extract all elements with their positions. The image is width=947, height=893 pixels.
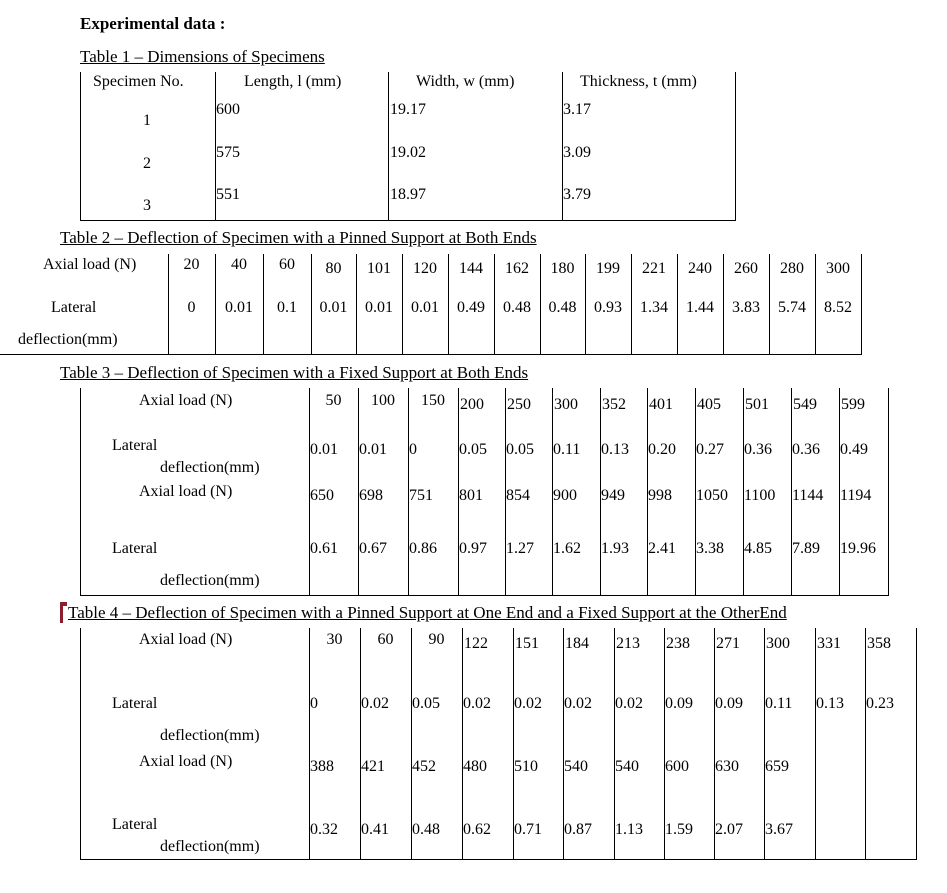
table3-load-cell: 1050: [696, 487, 728, 504]
table4-grid-line: [916, 628, 917, 859]
table3-deflection-cell: 0.05: [506, 441, 534, 458]
table3-deflection-cell: 0.36: [792, 441, 820, 458]
table3-deflection-cell: 0.13: [601, 441, 629, 458]
table2-deflection-cell: 0.01: [319, 299, 348, 316]
table3-load-cell: 1144: [792, 487, 824, 504]
table1-cell: 551: [216, 186, 240, 203]
table4-deflection-cell: 0.02: [463, 695, 491, 712]
table2-load-cell: 40: [231, 256, 247, 273]
table3-deflection-cell: 0.05: [459, 441, 487, 458]
table3-load-cell: 250: [507, 396, 531, 413]
table3-deflection-cell: 0.01: [359, 441, 387, 458]
table1-cell: 19.17: [390, 101, 426, 118]
table4-load-label: Axial load (N): [139, 631, 233, 648]
table3-load-cell: 50: [325, 392, 342, 409]
table1-cell: 18.97: [390, 186, 426, 203]
table1-header: Specimen No.: [93, 73, 184, 90]
table3-load-cell: 352: [602, 396, 626, 413]
table3-deflection-label: Lateral: [112, 437, 158, 454]
table2-deflection-cell: 3.83: [732, 299, 760, 316]
table1-cell: 1: [143, 112, 151, 129]
table4-deflection-cell: 0.02: [361, 695, 389, 712]
table1-cell: 575: [216, 144, 240, 161]
table2-load-cell: 60: [279, 256, 295, 273]
table4-load-cell: 510: [514, 758, 538, 775]
table3-deflection-cell: 0.36: [744, 441, 772, 458]
table3-caption: Table 3 – Deflection of Specimen with a Fixed Support at Both Ends: [60, 363, 529, 382]
table1-caption: Table 1 – Dimensions of Specimens: [80, 47, 325, 66]
table2-deflection-cell: 1.44: [686, 299, 714, 316]
table2-deflection-cell: 5.74: [778, 299, 806, 316]
table3-load-cell: 300: [554, 396, 578, 413]
table2-load-cell: 120: [413, 260, 437, 277]
table2-deflection-cell: 0.48: [548, 299, 577, 316]
table3-deflection-cell: 0.86: [409, 540, 437, 557]
table3-deflection-cell: 0.20: [648, 441, 676, 458]
table2-deflection-cell: 8.52: [824, 299, 852, 316]
table2-load-cell: 20: [183, 256, 200, 273]
table3-load-cell: 900: [553, 487, 577, 504]
table3-load-cell: 549: [793, 396, 817, 413]
table4-load-cell: 630: [715, 758, 739, 775]
table4-load-cell: 151: [515, 635, 539, 652]
table4-deflection-label: Lateral: [112, 695, 158, 712]
table2-load-cell: 101: [367, 260, 391, 277]
table4-grid-line: [815, 628, 816, 859]
table4-load-cell: 30: [326, 631, 343, 648]
table4-load-cell: 540: [564, 758, 588, 775]
table3-load-cell: 998: [648, 487, 672, 504]
table4-deflection-cell: 0.05: [412, 695, 440, 712]
table2-load-cell: 80: [325, 260, 342, 277]
table4-deflection-cell: 0.02: [514, 695, 542, 712]
table1-grid-line: [735, 72, 736, 220]
table1-header: Thickness, t (mm): [580, 73, 697, 90]
table1-cell: 3.79: [563, 186, 591, 203]
table4-deflection-cell: 0.41: [361, 821, 389, 838]
table3-load-cell: 405: [697, 396, 721, 413]
table4-load-cell: 271: [716, 635, 740, 652]
table3-load-cell: 650: [310, 487, 334, 504]
table4-load-cell: 659: [765, 758, 789, 775]
table4-load-cell: 358: [867, 635, 891, 652]
table2-load-cell: 300: [826, 260, 850, 277]
table3-grid-line: [888, 388, 889, 595]
table4-deflection-cell: 3.67: [765, 821, 793, 838]
table3-load-cell: 100: [371, 392, 395, 409]
table3-load-cell: 751: [409, 487, 433, 504]
table1-header: Length, l (mm): [244, 73, 342, 90]
table1-grid-line: [80, 220, 736, 221]
table3-deflection-label: deflection(mm): [160, 459, 260, 476]
table3-load-cell: 401: [649, 396, 673, 413]
table4-deflection-cell: 1.13: [615, 821, 643, 838]
table2-deflection-cell: 0.48: [503, 299, 531, 316]
table4-deflection-cell: 0.13: [816, 695, 844, 712]
table3-load-cell: 501: [745, 396, 769, 413]
table3-deflection-cell: 0.61: [310, 540, 338, 557]
table3-grid-line: [80, 388, 81, 595]
table4-load-cell: 331: [817, 635, 841, 652]
table4-deflection-label: deflection(mm): [160, 838, 260, 855]
table2-caption: Table 2 – Deflection of Specimen with a Pinned Support at Both Ends: [60, 228, 537, 247]
table2-deflection-cell: 0.01: [365, 299, 393, 316]
table3-deflection-label: Lateral: [112, 540, 158, 557]
table4-load-cell: 600: [665, 758, 689, 775]
table3-deflection-cell: 0.97: [459, 540, 487, 557]
table3-load-cell: 200: [460, 396, 484, 413]
table3-deflection-label: deflection(mm): [160, 572, 260, 589]
table3-deflection-cell: 2.41: [648, 540, 676, 557]
table2-load-cell: 221: [642, 260, 666, 277]
table4-deflection-label: Lateral: [112, 816, 158, 833]
table3-deflection-cell: 1.27: [506, 540, 534, 557]
table3-deflection-cell: 0.27: [696, 441, 724, 458]
table3-load-label: Axial load (N): [139, 483, 233, 500]
table2-load-cell: 280: [780, 260, 804, 277]
table1-header: Width, w (mm): [416, 73, 515, 90]
table4-deflection-cell: 0.32: [310, 821, 338, 838]
table3-load-label: Axial load (N): [139, 392, 233, 409]
table4-load-cell: 60: [377, 631, 394, 648]
table4-deflection-cell: 0.48: [412, 821, 440, 838]
table3-load-cell: 801: [459, 487, 483, 504]
table4-deflection-cell: 0.71: [514, 821, 542, 838]
table4-load-cell: 540: [615, 758, 639, 775]
table2-deflection-cell: 0: [187, 299, 196, 316]
table2-load-cell: 240: [688, 260, 712, 277]
table3-deflection-cell: 4.85: [744, 540, 772, 557]
table3-load-cell: 949: [601, 487, 625, 504]
table1-cell: 2: [143, 155, 151, 172]
table3-load-cell: 854: [506, 487, 530, 504]
table4-deflection-cell: 0.11: [765, 695, 793, 712]
table2-load-cell: 144: [459, 260, 483, 277]
table1-cell: 600: [216, 101, 240, 118]
table4-deflection-cell: 0.02: [615, 695, 643, 712]
paragraph-marker-icon: [60, 602, 63, 623]
table1-cell: 3: [143, 197, 151, 214]
table2-load-cell: 199: [596, 260, 620, 277]
table1-cell: 3.17: [563, 101, 591, 118]
table3-load-cell: 1194: [840, 487, 872, 504]
table4-load-cell: 238: [666, 635, 690, 652]
table3-deflection-cell: 3.38: [696, 540, 724, 557]
table4-load-cell: 480: [463, 758, 487, 775]
table4-load-cell: 213: [616, 635, 640, 652]
table4-deflection-cell: 0.02: [564, 695, 592, 712]
table3-deflection-cell: 19.96: [840, 540, 876, 557]
table2-deflection-label: Lateral: [51, 299, 97, 316]
table4-load-cell: 452: [412, 758, 436, 775]
table3-grid-line: [80, 595, 889, 596]
table1-cell: 19.02: [390, 144, 426, 161]
table2-deflection-label: deflection(mm): [18, 331, 118, 348]
table4-deflection-cell: 0.62: [463, 821, 491, 838]
table2-deflection-cell: 0.93: [594, 299, 622, 316]
table2-load-cell: 180: [550, 260, 575, 277]
table1-grid-line: [80, 72, 81, 220]
table2-load-label: Axial load (N): [43, 256, 137, 273]
table2-deflection-cell: 1.34: [640, 299, 668, 316]
table2-load-cell: 260: [734, 260, 758, 277]
table2-deflection-cell: 0.49: [457, 299, 485, 316]
table3-load-cell: 698: [359, 487, 383, 504]
table4-grid-line: [80, 628, 81, 859]
table3-deflection-cell: 0.49: [840, 441, 868, 458]
table4-load-cell: 122: [464, 635, 488, 652]
page-heading: Experimental data :: [80, 14, 226, 33]
table3-load-cell: 1100: [744, 487, 776, 504]
table3-deflection-cell: 7.89: [792, 540, 820, 557]
table4-deflection-cell: 2.07: [715, 821, 743, 838]
table2-grid-line: [0, 354, 862, 355]
table4-load-cell: 388: [310, 758, 334, 775]
table4-deflection-cell: 0.87: [564, 821, 592, 838]
table4-load-cell: 90: [428, 631, 445, 648]
table4-deflection-cell: 0: [310, 695, 318, 712]
table3-deflection-cell: 0.11: [553, 441, 581, 458]
table4-load-cell: 300: [766, 635, 790, 652]
table3-deflection-cell: 1.93: [601, 540, 629, 557]
table2-deflection-cell: 0.01: [411, 299, 439, 316]
table2-deflection-cell: 0.01: [225, 299, 253, 316]
table2-grid-line: [861, 254, 862, 354]
table3-deflection-cell: 0: [409, 441, 417, 458]
table3-deflection-cell: 1.62: [553, 540, 581, 557]
table4-deflection-cell: 0.09: [715, 695, 743, 712]
table3-deflection-cell: 0.01: [310, 441, 338, 458]
table1-grid-line: [388, 72, 389, 220]
table3-load-cell: 599: [841, 396, 865, 413]
table3-deflection-cell: 0.67: [359, 540, 387, 557]
table4-load-label: Axial load (N): [139, 753, 233, 770]
table4-deflection-label: deflection(mm): [160, 727, 260, 744]
table4-grid-line: [865, 628, 866, 859]
table4-load-cell: 184: [565, 635, 589, 652]
table2-load-cell: 162: [505, 260, 529, 277]
table4-load-cell: 421: [361, 758, 385, 775]
table3-load-cell: 150: [421, 392, 445, 409]
table4-grid-line: [80, 859, 917, 860]
table4-caption: Table 4 – Deflection of Specimen with a Pinned Support at One End and a Fixed Support at the OtherEnd: [68, 603, 787, 622]
table4-deflection-cell: 0.09: [665, 695, 693, 712]
table2-deflection-cell: 0.1: [277, 299, 297, 316]
table1-cell: 3.09: [563, 144, 591, 161]
table4-deflection-cell: 1.59: [665, 821, 693, 838]
table4-deflection-cell: 0.23: [866, 695, 894, 712]
